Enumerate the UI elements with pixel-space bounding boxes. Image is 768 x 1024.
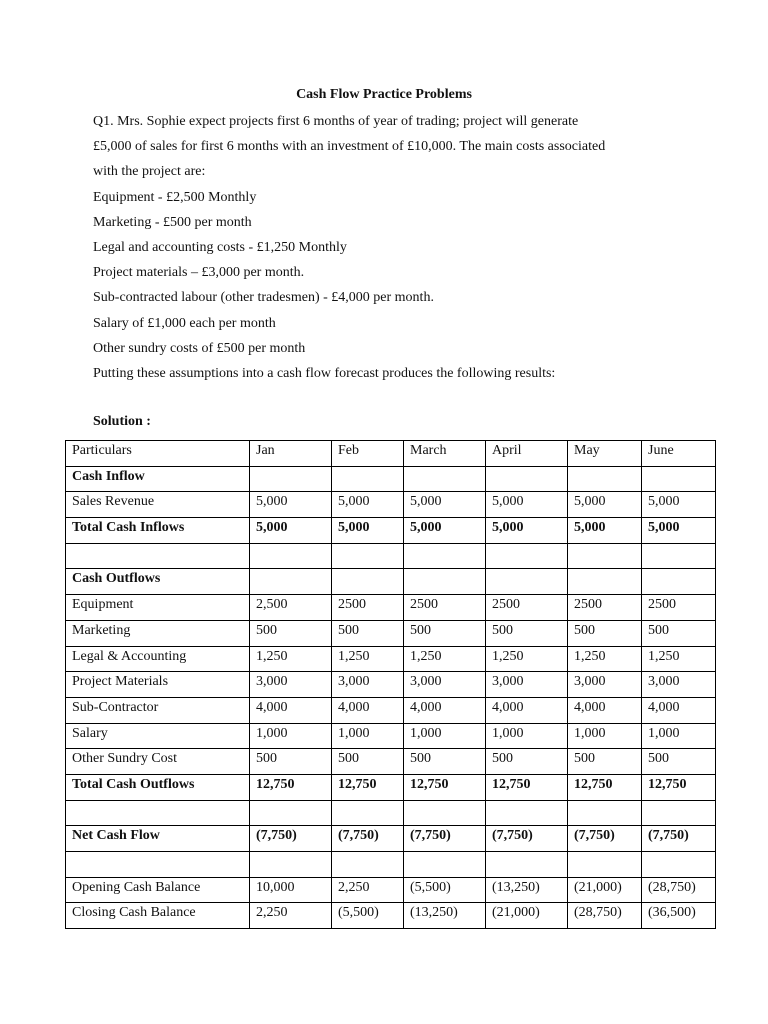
table-row xyxy=(66,749,716,775)
row-label-cell: Cash Outflows xyxy=(66,569,250,595)
value-cell: 1,000 xyxy=(486,723,568,749)
value-cell xyxy=(568,800,642,826)
value-cell: 1,250 xyxy=(250,646,332,672)
value-cell: (7,750) xyxy=(404,826,486,852)
value-cell xyxy=(332,543,404,569)
value-cell: 12,750 xyxy=(486,774,568,800)
table-row xyxy=(66,492,716,518)
question-line: Sub-contracted labour (other tradesmen) - £4,000 per month. xyxy=(93,290,434,306)
value-cell xyxy=(642,543,716,569)
table-row xyxy=(66,723,716,749)
row-label-cell: Sub-Contractor xyxy=(66,697,250,723)
value-cell: 3,000 xyxy=(404,672,486,698)
value-cell: 3,000 xyxy=(642,672,716,698)
value-cell xyxy=(250,543,332,569)
row-label-cell: Sales Revenue xyxy=(66,492,250,518)
value-cell: 1,250 xyxy=(486,646,568,672)
value-cell: 500 xyxy=(486,749,568,775)
value-cell: 500 xyxy=(404,620,486,646)
row-label-cell xyxy=(66,800,250,826)
table-row xyxy=(66,903,716,929)
row-label-cell: Total Cash Inflows xyxy=(66,518,250,544)
value-cell: 4,000 xyxy=(486,697,568,723)
value-cell: March xyxy=(404,441,486,467)
value-cell xyxy=(568,466,642,492)
table-row xyxy=(66,774,716,800)
value-cell: (28,750) xyxy=(568,903,642,929)
value-cell: 500 xyxy=(568,620,642,646)
value-cell: 2500 xyxy=(568,595,642,621)
cash-flow-table xyxy=(65,440,716,929)
value-cell xyxy=(250,466,332,492)
question-line: with the project are: xyxy=(93,164,206,180)
value-cell: 12,750 xyxy=(250,774,332,800)
row-label-cell: Total Cash Outflows xyxy=(66,774,250,800)
row-label-cell: Project Materials xyxy=(66,672,250,698)
value-cell xyxy=(332,800,404,826)
value-cell: 5,000 xyxy=(568,492,642,518)
value-cell: 4,000 xyxy=(250,697,332,723)
value-cell xyxy=(568,569,642,595)
value-cell: (5,500) xyxy=(404,877,486,903)
value-cell: 5,000 xyxy=(404,518,486,544)
value-cell xyxy=(250,569,332,595)
row-label-cell: Marketing xyxy=(66,620,250,646)
value-cell xyxy=(332,852,404,878)
value-cell xyxy=(486,800,568,826)
value-cell: 500 xyxy=(332,749,404,775)
value-cell: 3,000 xyxy=(250,672,332,698)
value-cell: 500 xyxy=(250,620,332,646)
value-cell xyxy=(568,543,642,569)
value-cell: 2,250 xyxy=(250,903,332,929)
value-cell: 10,000 xyxy=(250,877,332,903)
value-cell xyxy=(404,800,486,826)
value-cell: 5,000 xyxy=(332,492,404,518)
value-cell: Jan xyxy=(250,441,332,467)
value-cell xyxy=(568,852,642,878)
value-cell xyxy=(642,852,716,878)
value-cell: (13,250) xyxy=(486,877,568,903)
value-cell: 1,250 xyxy=(642,646,716,672)
table-row xyxy=(66,852,716,878)
value-cell: 5,000 xyxy=(642,518,716,544)
value-cell: (7,750) xyxy=(332,826,404,852)
value-cell xyxy=(486,569,568,595)
value-cell: 4,000 xyxy=(642,697,716,723)
row-label-cell: Legal & Accounting xyxy=(66,646,250,672)
value-cell: 1,000 xyxy=(642,723,716,749)
row-label-cell: Net Cash Flow xyxy=(66,826,250,852)
question-line: Salary of £1,000 each per month xyxy=(93,315,276,331)
table-row xyxy=(66,697,716,723)
value-cell: 3,000 xyxy=(568,672,642,698)
value-cell: (21,000) xyxy=(486,903,568,929)
value-cell: 1,000 xyxy=(332,723,404,749)
value-cell: 2500 xyxy=(486,595,568,621)
document-title: Cash Flow Practice Problems xyxy=(296,87,472,102)
table-row xyxy=(66,569,716,595)
value-cell: 5,000 xyxy=(404,492,486,518)
value-cell: 1,250 xyxy=(404,646,486,672)
value-cell: 5,000 xyxy=(642,492,716,518)
value-cell xyxy=(642,569,716,595)
row-label-cell: Cash Inflow xyxy=(66,466,250,492)
value-cell: 2500 xyxy=(404,595,486,621)
table-row xyxy=(66,672,716,698)
value-cell xyxy=(486,466,568,492)
value-cell xyxy=(404,466,486,492)
value-cell: 2500 xyxy=(332,595,404,621)
value-cell: (7,750) xyxy=(486,826,568,852)
value-cell: 500 xyxy=(404,749,486,775)
value-cell xyxy=(250,800,332,826)
value-cell: 4,000 xyxy=(404,697,486,723)
value-cell: (5,500) xyxy=(332,903,404,929)
question-line: Marketing - £500 per month xyxy=(93,214,252,230)
value-cell xyxy=(642,466,716,492)
value-cell: 5,000 xyxy=(250,518,332,544)
value-cell: 5,000 xyxy=(568,518,642,544)
value-cell: April xyxy=(486,441,568,467)
value-cell xyxy=(250,852,332,878)
value-cell: 5,000 xyxy=(332,518,404,544)
value-cell: 3,000 xyxy=(486,672,568,698)
value-cell: (21,000) xyxy=(568,877,642,903)
table-row xyxy=(66,800,716,826)
table-row xyxy=(66,826,716,852)
value-cell: (36,500) xyxy=(642,903,716,929)
value-cell: 12,750 xyxy=(568,774,642,800)
row-label-cell: Particulars xyxy=(66,441,250,467)
value-cell: 500 xyxy=(332,620,404,646)
value-cell: 12,750 xyxy=(332,774,404,800)
question-line: Putting these assumptions into a cash flow forecast produces the following results: xyxy=(93,365,556,381)
question-text xyxy=(93,112,693,389)
row-label-cell: Equipment xyxy=(66,595,250,621)
row-label-cell: Opening Cash Balance xyxy=(66,877,250,903)
value-cell xyxy=(332,466,404,492)
value-cell: Feb xyxy=(332,441,404,467)
value-cell xyxy=(404,569,486,595)
value-cell xyxy=(404,852,486,878)
value-cell: 4,000 xyxy=(332,697,404,723)
value-cell: 1,000 xyxy=(250,723,332,749)
table-header-row xyxy=(66,441,716,467)
value-cell: 12,750 xyxy=(642,774,716,800)
value-cell: (7,750) xyxy=(568,826,642,852)
table-row xyxy=(66,466,716,492)
row-label-cell: Closing Cash Balance xyxy=(66,903,250,929)
row-label-cell: Salary xyxy=(66,723,250,749)
value-cell: May xyxy=(568,441,642,467)
table-row xyxy=(66,646,716,672)
value-cell: 5,000 xyxy=(486,492,568,518)
value-cell: (13,250) xyxy=(404,903,486,929)
value-cell: 2500 xyxy=(642,595,716,621)
value-cell: 4,000 xyxy=(568,697,642,723)
value-cell: 1,250 xyxy=(568,646,642,672)
value-cell: 500 xyxy=(642,749,716,775)
value-cell: June xyxy=(642,441,716,467)
question-line: Equipment - £2,500 Monthly xyxy=(93,189,257,205)
value-cell: 5,000 xyxy=(486,518,568,544)
value-cell xyxy=(332,569,404,595)
value-cell: 500 xyxy=(568,749,642,775)
question-line: Project materials – £3,000 per month. xyxy=(93,265,305,281)
value-cell: 1,250 xyxy=(332,646,404,672)
row-label-cell xyxy=(66,852,250,878)
row-label-cell: Other Sundry Cost xyxy=(66,749,250,775)
value-cell: 500 xyxy=(486,620,568,646)
value-cell xyxy=(642,800,716,826)
table-row xyxy=(66,595,716,621)
value-cell: 3,000 xyxy=(332,672,404,698)
value-cell xyxy=(486,543,568,569)
value-cell: 500 xyxy=(250,749,332,775)
question-line: Legal and accounting costs - £1,250 Monthly xyxy=(93,239,347,255)
table-row xyxy=(66,620,716,646)
value-cell: (7,750) xyxy=(250,826,332,852)
value-cell: 5,000 xyxy=(250,492,332,518)
value-cell xyxy=(404,543,486,569)
value-cell xyxy=(486,852,568,878)
value-cell: 2,250 xyxy=(332,877,404,903)
value-cell: 1,000 xyxy=(404,723,486,749)
table-row xyxy=(66,518,716,544)
question-line: Other sundry costs of £500 per month xyxy=(93,340,306,356)
table-row xyxy=(66,543,716,569)
value-cell: 1,000 xyxy=(568,723,642,749)
value-cell: (7,750) xyxy=(642,826,716,852)
row-label-cell xyxy=(66,543,250,569)
value-cell: 12,750 xyxy=(404,774,486,800)
table-row xyxy=(66,877,716,903)
question-line: Q1. Mrs. Sophie expect projects first 6 months of year of trading; project will generate xyxy=(93,114,579,129)
value-cell: (28,750) xyxy=(642,877,716,903)
value-cell: 500 xyxy=(642,620,716,646)
value-cell: 2,500 xyxy=(250,595,332,621)
solution-label: Solution : xyxy=(93,414,151,429)
question-line: £5,000 of sales for first 6 months with an investment of £10,000. The main costs associated xyxy=(93,139,606,155)
